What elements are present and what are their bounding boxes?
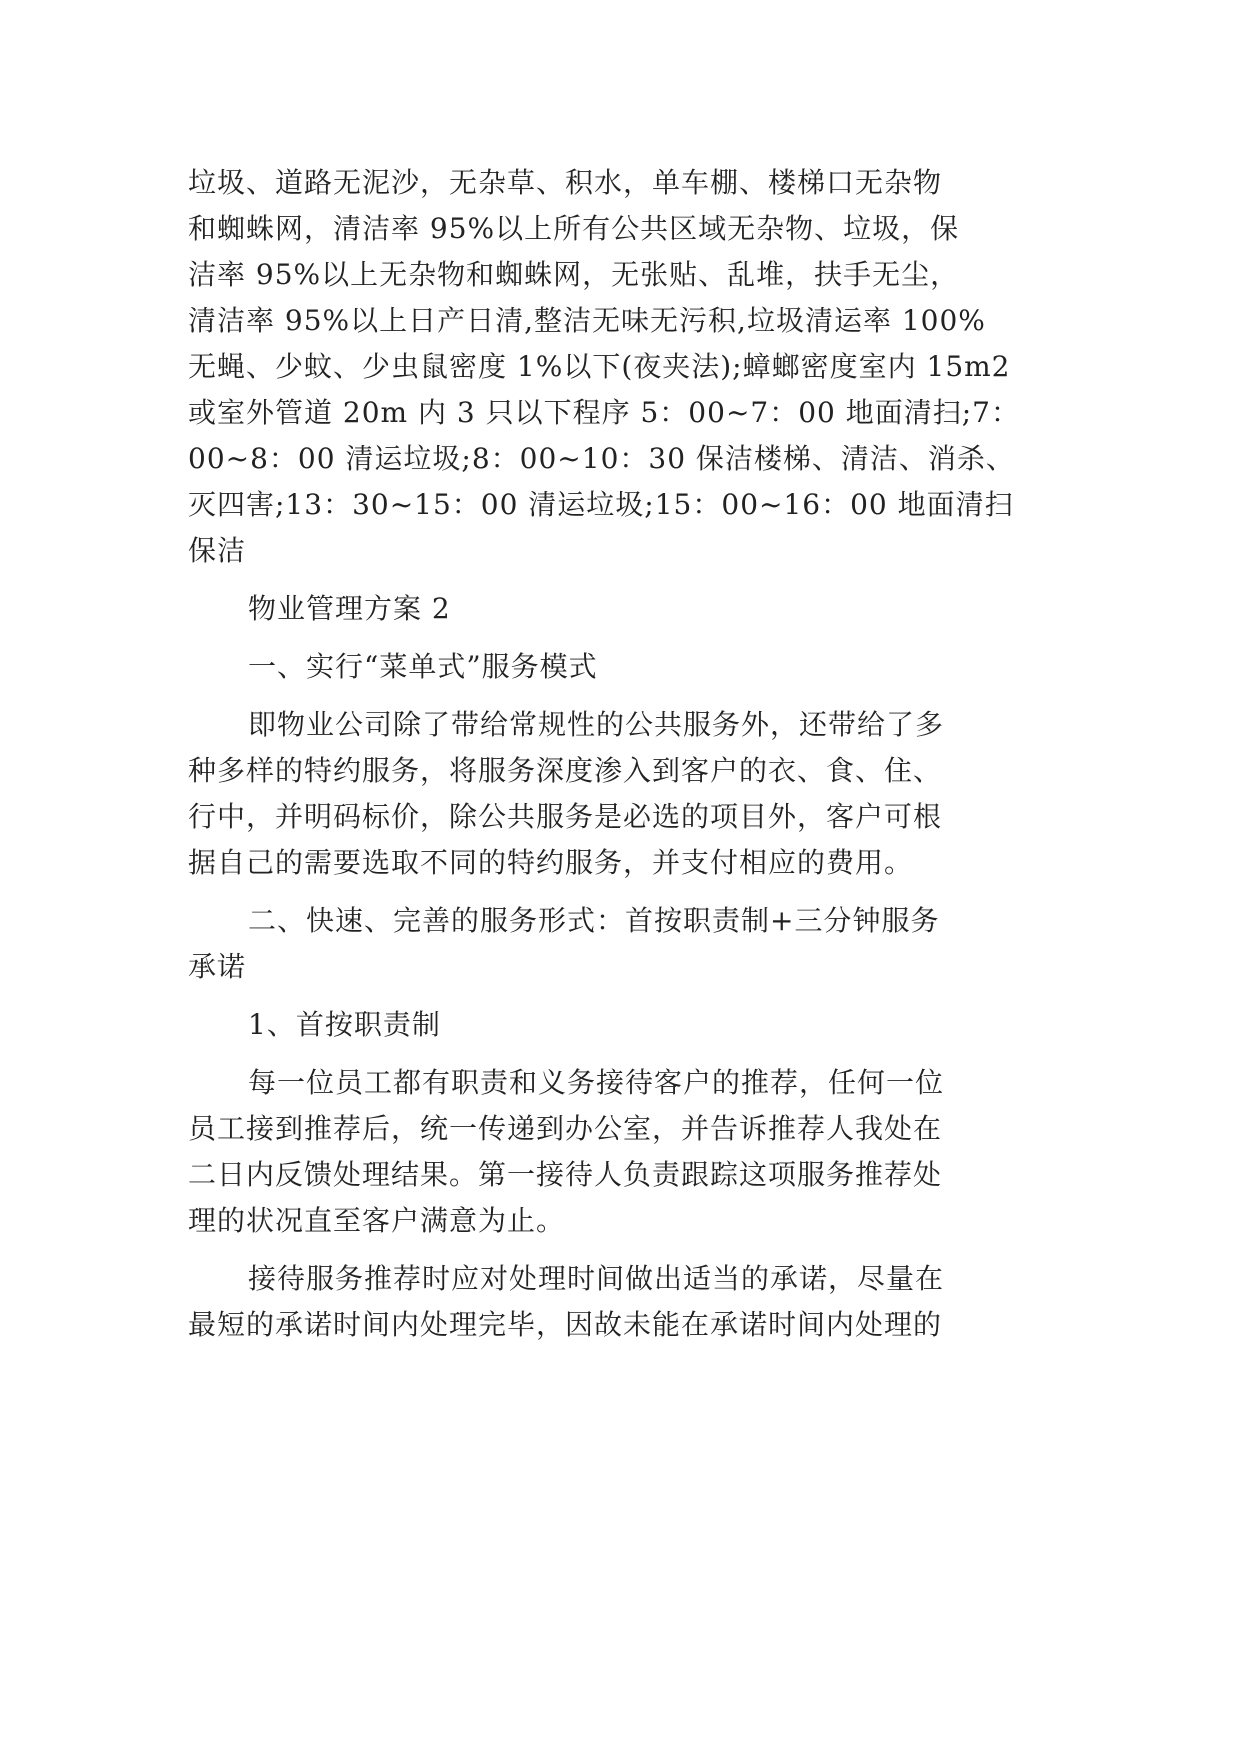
body-line: 接待服务推荐时应对处理时间做出适当的承诺，尽量在	[248, 1262, 945, 1295]
body-line: 保洁	[188, 534, 247, 567]
body-line: 和蜘蛛网，清洁率 95%以上所有公共区域无杂物、垃圾，保	[188, 212, 960, 245]
subsection-heading: 1、首按职责制	[248, 1008, 441, 1041]
section-heading: 二、快速、完善的服务形式：首按职责制+三分钟服务	[248, 904, 940, 937]
body-line: 无蝇、少蚊、少虫鼠密度 1%以下(夜夹法);蟑螂密度室内 15m2	[188, 350, 1011, 383]
body-line: 即物业公司除了带给常规性的公共服务外，还带给了多	[248, 708, 945, 741]
body-line: 种多样的特约服务，将服务深度渗入到客户的衣、食、住、	[188, 754, 943, 787]
body-line: 或室外管道 20m 内 3 只以下程序 5：00~7：00 地面清扫;7：	[188, 396, 1020, 429]
body-line: 理的状况直至客户满意为止。	[188, 1204, 566, 1237]
body-line: 最短的承诺时间内处理完毕，因故未能在承诺时间内处理的	[188, 1308, 943, 1341]
body-line: 行中，并明码标价，除公共服务是必选的项目外，客户可根	[188, 800, 943, 833]
section-title: 物业管理方案 2	[248, 592, 451, 625]
body-line: 二日内反馈处理结果。第一接待人负责跟踪这项服务推荐处	[188, 1158, 943, 1191]
body-line: 垃圾、道路无泥沙，无杂草、积水，单车棚、楼梯口无杂物	[188, 166, 943, 199]
body-line: 员工接到推荐后，统一传递到办公室，并告诉推荐人我处在	[188, 1112, 943, 1145]
section-heading: 一、实行“菜单式”服务模式	[248, 650, 598, 683]
body-line: 灭四害;13：30~15：00 清运垃圾;15：00~16：00 地面清扫	[188, 488, 1014, 521]
document-body	[188, 160, 1068, 1348]
body-line: 据自己的需要选取不同的特约服务，并支付相应的费用。	[188, 846, 914, 879]
body-line: 清洁率 95%以上日产日清,整洁无味无污积,垃圾清运率 100%	[188, 304, 986, 337]
body-line: 00~8：00 清运垃圾;8：00~10：30 保洁楼梯、清洁、消杀、	[188, 442, 1015, 475]
section-heading: 承诺	[188, 950, 247, 983]
body-line: 洁率 95%以上无杂物和蜘蛛网，无张贴、乱堆，扶手无尘，	[188, 258, 960, 291]
body-line: 每一位员工都有职责和义务接待客户的推荐，任何一位	[248, 1066, 945, 1099]
